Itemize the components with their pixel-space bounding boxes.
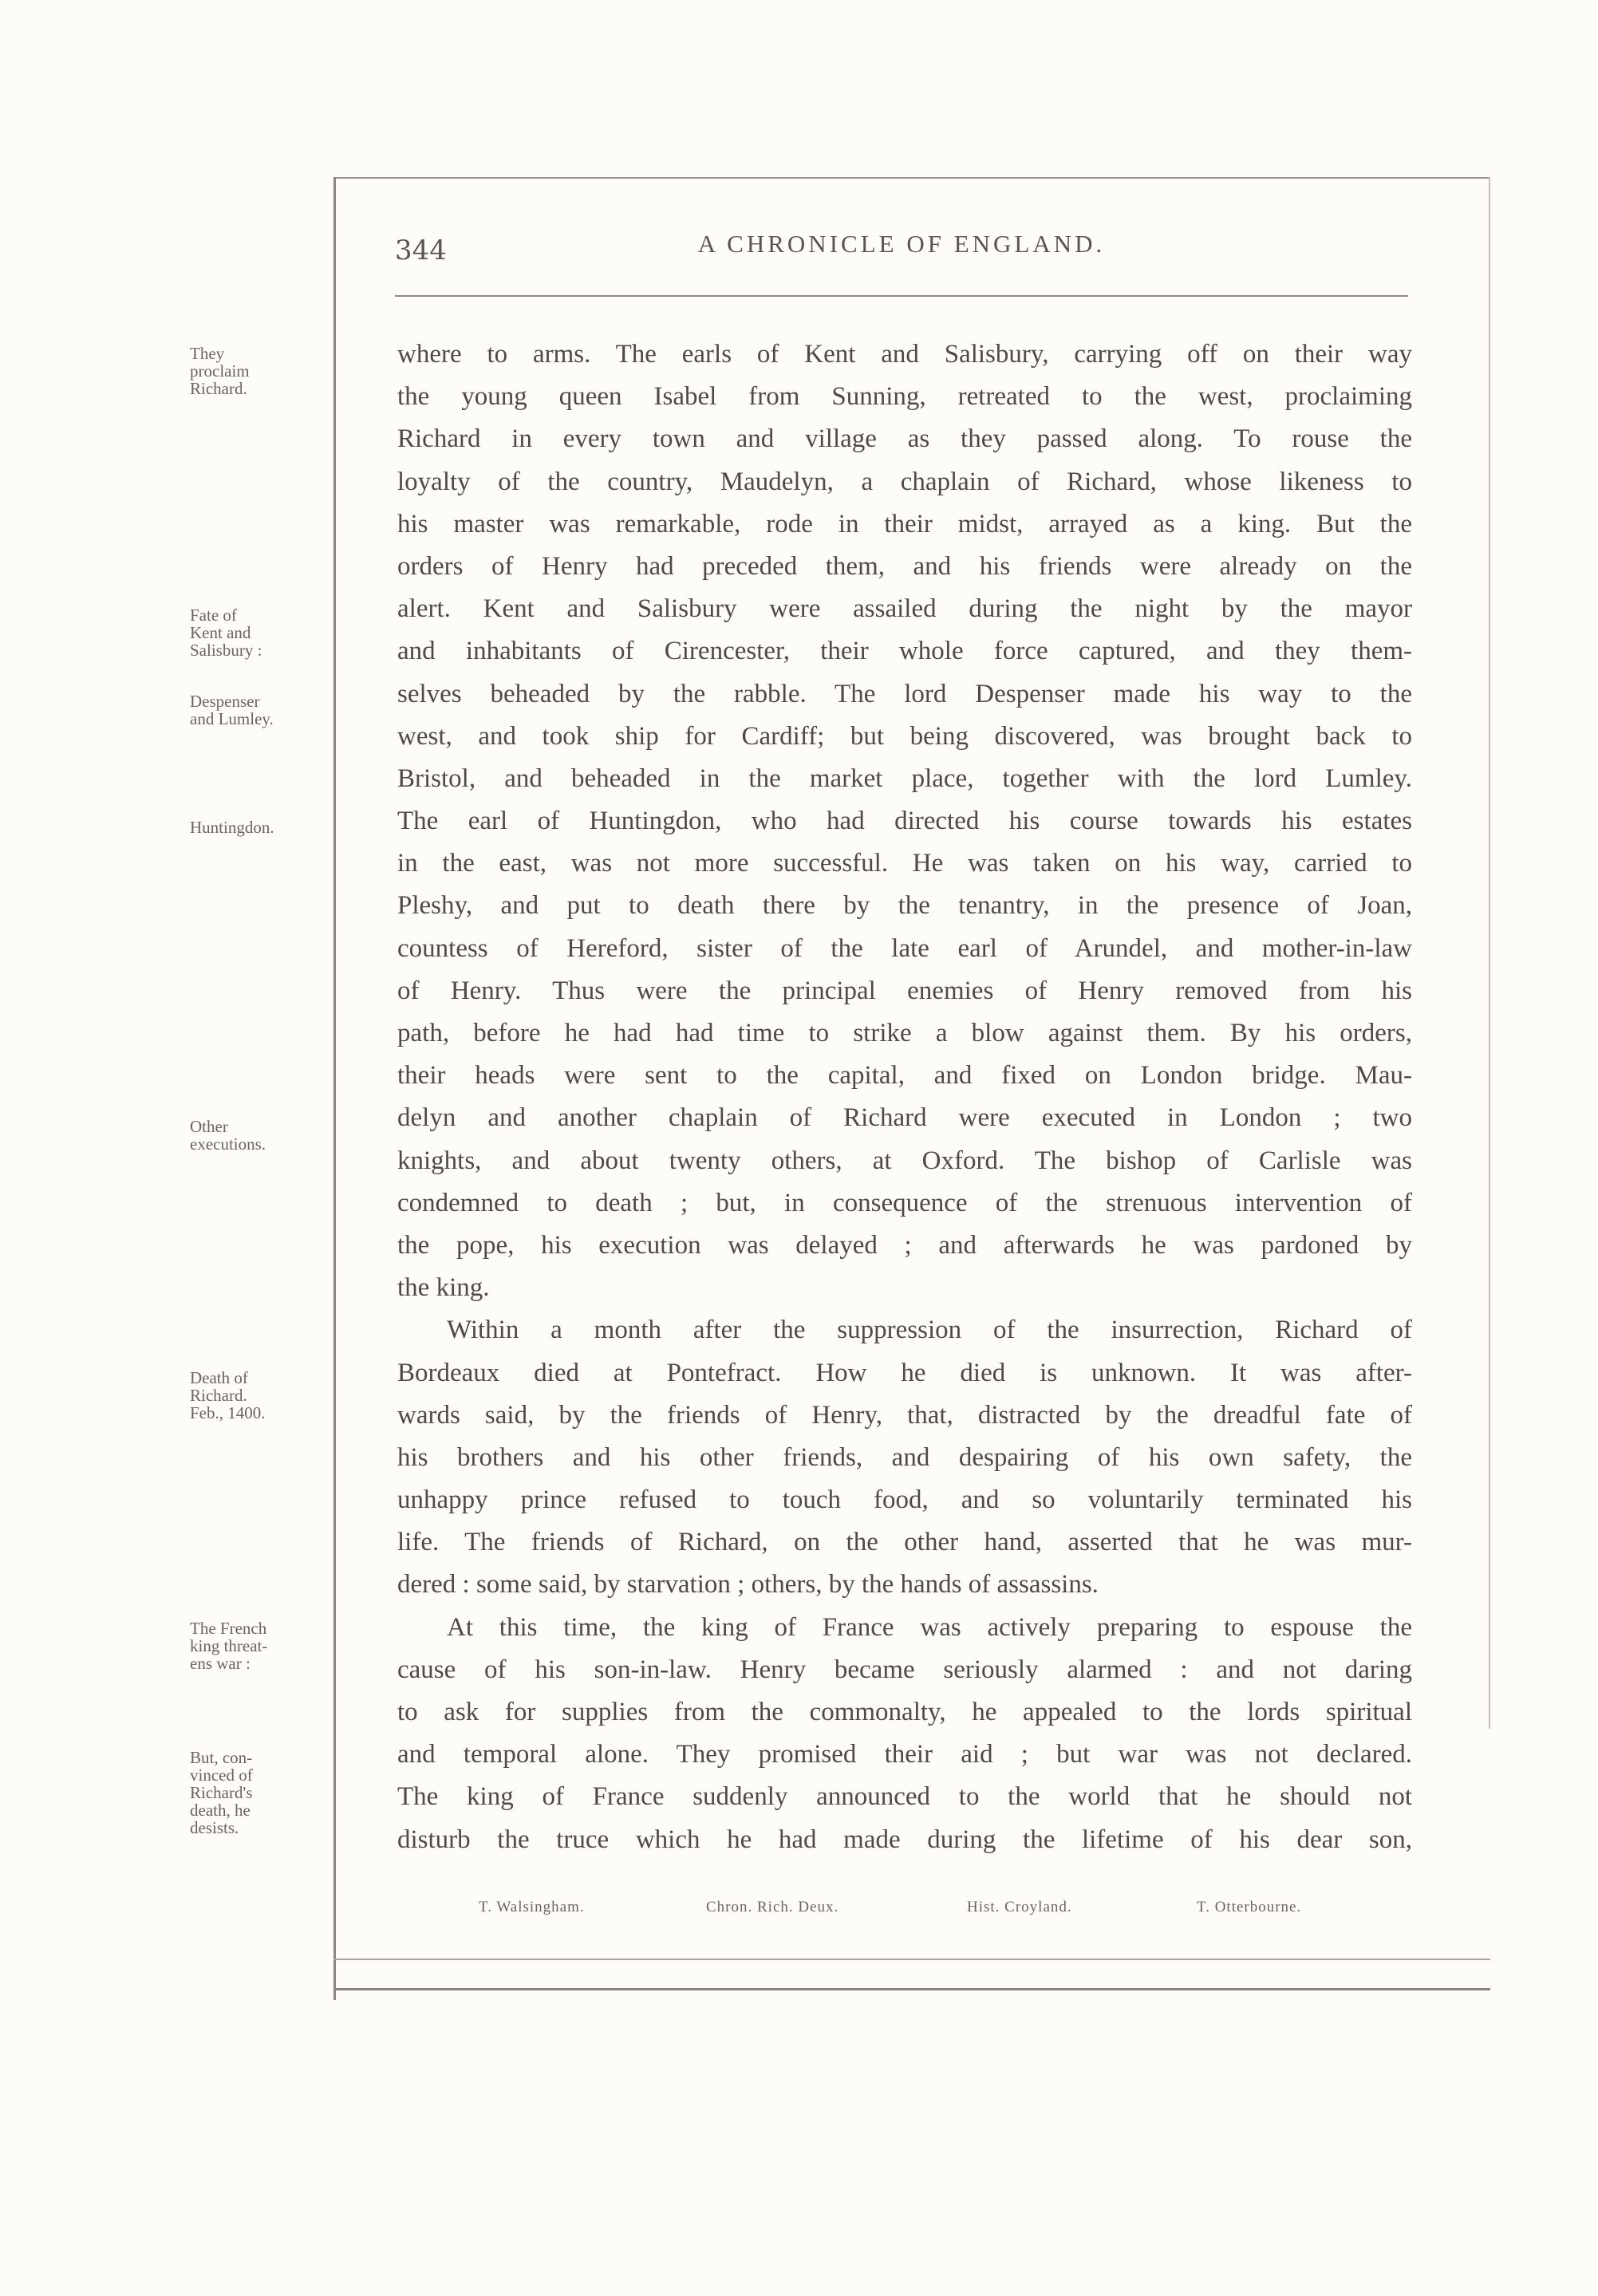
text-line: alert. Kent and Salisbury were assailed during the night by the mayor <box>397 594 1412 624</box>
text-line: of Henry. Thus were the principal enemies of Henry removed from his <box>397 976 1412 1005</box>
text-line: and temporal alone. They promised their aid ; but war was not declared. <box>397 1740 1412 1769</box>
text-line: to ask for supplies from the commonalty, he appealed to the lords spiritual <box>397 1698 1412 1726</box>
text-line: dered : some said, by starvation ; others, by the hands of assassins. <box>397 1570 1099 1600</box>
page-number: 344 <box>395 235 447 266</box>
text-line: condemned to death ; but, in consequence of the strenuous intervention of <box>397 1188 1412 1217</box>
header-rule <box>395 295 1408 297</box>
source-citation: Chron. Rich. Deux. <box>706 1899 839 1915</box>
margin-note-but-convinced: But, con- vinced of Richard's death, he desists. <box>190 1748 253 1837</box>
text-line: Richard in every town and village as they passed along. To rouse the <box>397 424 1412 454</box>
text-line: selves beheaded by the rabble. The lord Despenser made his way to the <box>397 679 1412 708</box>
footer-sources <box>447 1899 1380 1923</box>
text-line: delyn and another chaplain of Richard were executed in London ; two <box>397 1103 1412 1133</box>
text-line: Pleshy, and put to death there by the tenantry, in the presence of Joan, <box>397 891 1412 921</box>
body-text <box>397 333 1412 1861</box>
text-line: The king of France suddenly announced to the world that he should not <box>397 1782 1412 1812</box>
text-line: west, and took ship for Cardiff; but being discovered, was brought back to <box>397 721 1412 751</box>
text-line: and inhabitants of Cirencester, their whole force captured, and they them- <box>397 637 1412 666</box>
page-frame-bottom-rule <box>333 1988 1490 1990</box>
source-citation: Hist. Croyland. <box>967 1899 1072 1915</box>
text-line: his brothers and his other friends, and despairing of his own safety, the <box>397 1442 1412 1472</box>
text-line: Within a month after the suppression of the insurrection, Richard of <box>447 1316 1412 1345</box>
margin-note-huntingdon: Huntingdon. <box>190 818 274 837</box>
text-line: where to arms. The earls of Kent and Salisbury, carrying off on their way <box>397 340 1412 369</box>
text-line: Bristol, and beheaded in the market place, together with the lord Lumley. <box>397 763 1412 793</box>
running-title: A CHRONICLE OF ENGLAND. <box>697 230 1106 258</box>
text-line: wards said, by the friends of Henry, that, distracted by the dreadful fate of <box>397 1400 1412 1430</box>
text-line: the pope, his execution was delayed ; and afterwards he was pardoned by <box>397 1230 1412 1260</box>
text-line: loyalty of the country, Maudelyn, a chaplain of Richard, whose likeness to <box>397 467 1412 496</box>
text-line: their heads were sent to the capital, and fixed on London bridge. Mau- <box>397 1061 1412 1091</box>
margin-note-death-of-richard: Death of Richard. Feb., 1400. <box>190 1368 266 1422</box>
page-frame-top-rule <box>333 177 1490 179</box>
text-line: cause of his son-in-law. Henry became seriously alarmed : and not daring <box>397 1655 1412 1684</box>
text-line: Bordeaux died at Pontefract. How he died is unknown. It was after- <box>397 1358 1412 1387</box>
page-frame-left-rule <box>333 177 336 2000</box>
margin-note-french-king-threatens: The French king threat- ens war : <box>190 1619 268 1673</box>
page-header <box>395 230 1408 270</box>
page-frame-right-rule <box>1489 177 1490 1729</box>
margin-note-fate-of-kent: Fate of Kent and Salisbury : <box>190 606 262 660</box>
text-line: The earl of Huntingdon, who had directed his course towards his estates <box>397 807 1412 836</box>
text-line: unhappy prince refused to touch food, and so voluntarily terminated his <box>397 1485 1412 1515</box>
margin-note-other-executions: Other executions. <box>190 1117 266 1154</box>
text-line: his master was remarkable, rode in their midst, arrayed as a king. But the <box>397 509 1412 538</box>
text-line: disturb the truce which he had made during the lifetime of his dear son, <box>397 1825 1412 1854</box>
text-line: the young queen Isabel from Sunning, retreated to the west, proclaiming <box>397 382 1412 412</box>
page-frame-inner-bottom-rule <box>333 1959 1490 1960</box>
text-line: knights, and about twenty others, at Oxford. The bishop of Carlisle was <box>397 1146 1412 1175</box>
text-line: the king. <box>397 1273 490 1303</box>
margin-note-despenser-lumley: Despenser and Lumley. <box>190 692 274 728</box>
text-line: life. The friends of Richard, on the other hand, asserted that he was mur- <box>397 1528 1412 1557</box>
text-line: orders of Henry had preceded them, and his friends were already on the <box>397 551 1412 581</box>
text-line: in the east, was not more successful. He was taken on his way, carried to <box>397 849 1412 878</box>
text-line: countess of Hereford, sister of the late earl of Arundel, and mother-in-law <box>397 933 1412 963</box>
text-line: path, before he had had time to strike a blow against them. By his orders, <box>397 1019 1412 1047</box>
text-line: At this time, the king of France was actively preparing to espouse the <box>447 1612 1412 1642</box>
source-citation: T. Otterbourne. <box>1197 1899 1302 1915</box>
source-citation: T. Walsingham. <box>479 1899 585 1915</box>
margin-note-they-proclaim-richard: They proclaim Richard. <box>190 344 250 398</box>
